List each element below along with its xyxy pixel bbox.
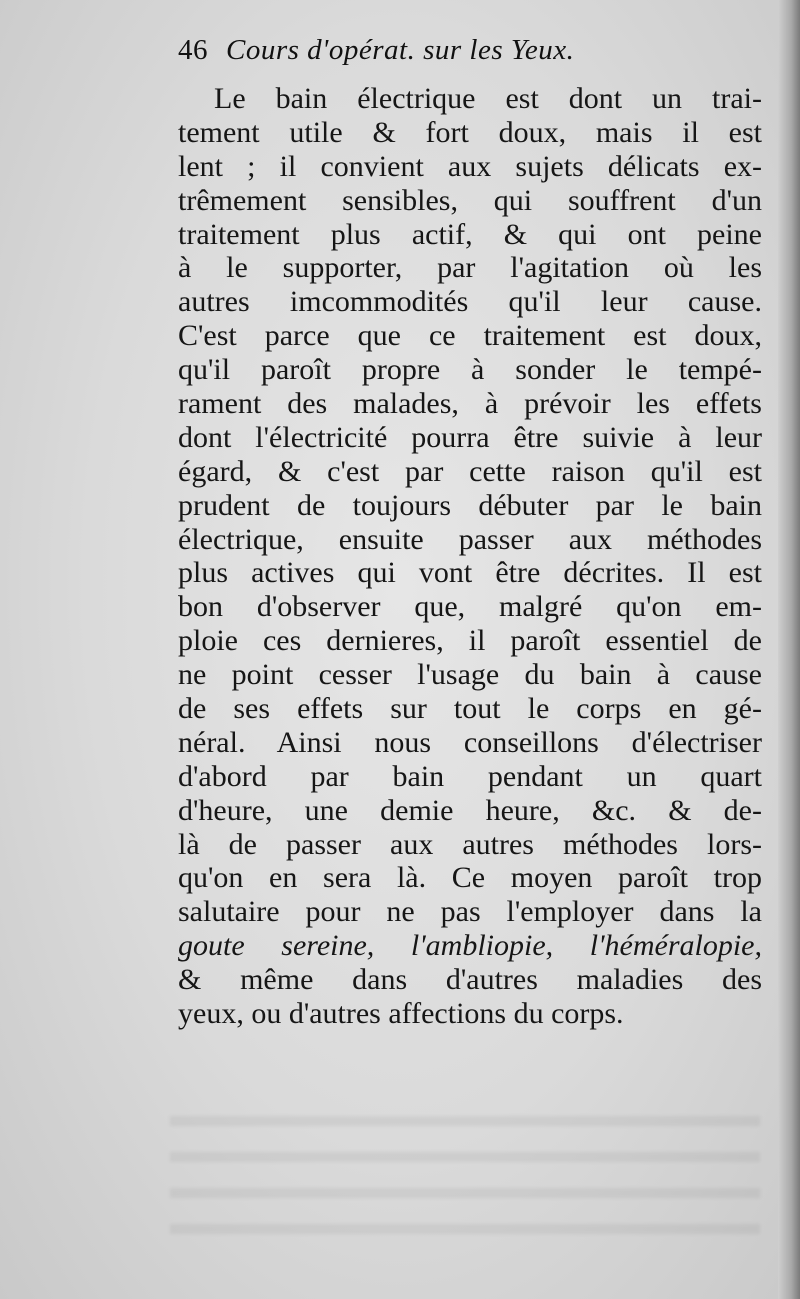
running-head — [178, 34, 756, 67]
text-line: trêmement sensibles, qui souffrent d'un — [178, 183, 762, 217]
text-line: rament des malades, à prévoir les effets — [178, 387, 762, 421]
body-text — [178, 82, 762, 1031]
text-line: Le bain électrique est dont un trai- — [214, 82, 762, 115]
text-line: autres imcommodités qu'il leur cause. — [178, 285, 762, 319]
text-line: ne point cesser l'usage du bain à cause — [178, 658, 762, 692]
text-line: lent ; il convient aux sujets délicats ex- — [178, 149, 762, 183]
text-line: ploie ces dernieres, il paroît essentiel de — [178, 624, 762, 658]
text-line: dont l'électricité pourra être suivie à leur — [178, 420, 762, 454]
text-line: d'abord par bain pendant un quart — [178, 759, 762, 793]
text-line: à le supporter, par l'agitation où les — [178, 251, 762, 285]
text-line: & même dans d'autres maladies des — [178, 963, 762, 997]
text-line: qu'on en sera là. Ce moyen paroît trop — [178, 861, 762, 895]
text-line: prudent de toujours débuter par le bain — [178, 488, 762, 522]
text-line: d'heure, une demie heure, &c. & de- — [178, 793, 762, 827]
page-gutter-edge — [778, 0, 800, 1299]
text-line: de ses effets sur tout le corps en gé- — [178, 692, 762, 726]
page-number: 46 — [178, 34, 208, 66]
text-line: yeux, ou d'autres affections du corps. — [178, 997, 624, 1031]
text-line: salutaire pour ne pas l'employer dans la — [178, 895, 762, 929]
text-line: électrique, ensuite passer aux méthodes — [178, 522, 762, 556]
text-line: C'est parce que ce traitement est doux, — [178, 319, 762, 353]
text-line: là de passer aux autres méthodes lors- — [178, 827, 762, 861]
text-line: tement utile & fort doux, mais il est — [178, 115, 762, 149]
running-title: Cours d'opérat. sur les Yeux. — [226, 34, 575, 66]
text-line: bon d'observer que, malgré qu'on em- — [178, 590, 762, 624]
text-line: plus actives qui vont être décrites. Il est — [178, 556, 762, 590]
show-through-text — [170, 1098, 760, 1248]
text-line: traitement plus actif, & qui ont peine — [178, 217, 762, 251]
text-line-italic: goute sereine, l'ambliopie, l'héméralopie, — [178, 929, 762, 963]
text-line: égard, & c'est par cette raison qu'il est — [178, 454, 762, 488]
text-line: qu'il paroît propre à sonder le tempé- — [178, 353, 762, 387]
text-line: néral. Ainsi nous conseillons d'électriser — [178, 725, 762, 759]
